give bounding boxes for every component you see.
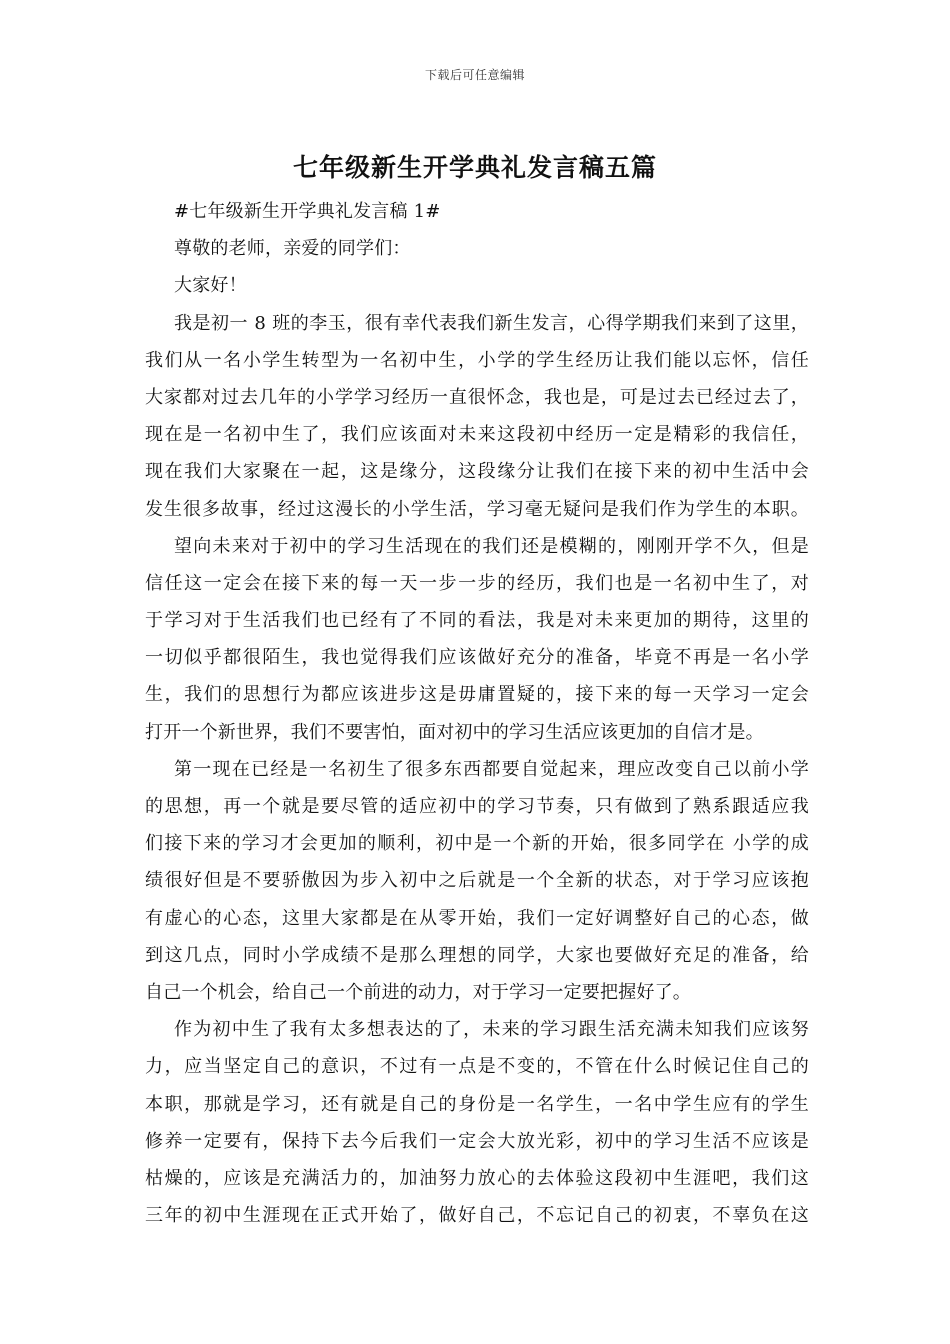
header-note: 下载后可任意编辑: [424, 68, 525, 82]
text-line: 一切似乎都很陌生，我也觉得我们应该做好充分的准备，毕竟不再是一名小学: [145, 647, 809, 669]
text-line: 大家好！: [174, 275, 247, 297]
text-line: 力，应当坚定自己的意识，不过有一点是不变的，不管在什么时候记住自己的: [145, 1056, 809, 1078]
document-title: 七年级新生开学典礼发言稿五篇: [292, 153, 657, 182]
text-line: 现在我们大家聚在一起，这是缘分，这段缘分让我们在接下来的初中生活中会: [145, 461, 809, 483]
text-line: 们接下来的学习才会更加的顺利，初中是一个新的开始，很多同学在 小学的成: [145, 833, 809, 855]
text-line: 本职，那就是学习，还有就是自己的身份是一名学生，一名中学生应有的学生: [145, 1093, 809, 1115]
text-line: 望向未来对于初中的学习生活现在的我们还是模糊的，刚刚开学不久，但是: [174, 535, 809, 557]
text-line: 信任这一定会在接下来的每一天一步一步的经历，我们也是一名初中生了，对: [145, 572, 809, 594]
text-line: 我们从一名小学生转型为一名初中生，小学的学生经历让我们能以忘怀，信任: [145, 349, 809, 371]
text-line: 打开一个新世界，我们不要害怕，面对初中的学习生活应该更加的自信才是。: [145, 721, 764, 743]
text-line: 于学习对于生活我们也已经有了不同的看法，我是对未来更加的期待，这里的: [145, 610, 809, 632]
text-line: 有虚心的心态，这里大家都是在从零开始，我们一定好调整好自己的心态，做: [145, 907, 809, 929]
text-line: 到这几点，同时小学成绩不是那么理想的同学，大家也要做好充足的准备，给: [145, 944, 809, 966]
document-body: [145, 193, 809, 1234]
text-line: 三年的初中生涯现在正式开始了，做好自己，不忘记自己的初衷，不辜负在这: [145, 1205, 809, 1227]
text-line: 生，我们的思想行为都应该进步这是毋庸置疑的，接下来的每一天学习一定会: [145, 684, 809, 706]
text-line: 我是初一 8 班的李玉，很有幸代表我们新生发言，心得学期我们来到了这里，: [174, 312, 809, 334]
text-line: 尊敬的老师，亲爱的同学们：: [174, 238, 411, 260]
text-line: 现在是一名初中生了，我们应该面对未来这段初中经历一定是精彩的我信任，: [145, 424, 809, 446]
text-line: 大家都对过去几年的小学学习经历一直很怀念，我也是，可是过去已经过去了，: [145, 386, 809, 408]
text-line: 发生很多故事，经过这漫长的小学生活，学习毫无疑问是我们作为学生的本职。: [145, 498, 809, 520]
text-line: 作为初中生了我有太多想表达的了，未来的学习跟生活充满未知我们应该努: [174, 1019, 809, 1041]
text-line: 的思想，再一个就是要尽管的适应初中的学习节奏，只有做到了熟系跟适应我: [145, 796, 809, 817]
text-line: 自己一个机会，给自己一个前进的动力，对于学习一定要把握好了。: [145, 981, 691, 1003]
text-line: 第一现在已经是一名初生了很多东西都要自觉起来，理应改变自己以前小学: [174, 758, 809, 780]
text-line: 绩很好但是不要骄傲因为步入初中之后就是一个全新的状态，对于学习应该抱: [145, 870, 809, 892]
text-line: 枯燥的，应该是充满活力的，加油努力放心的去体验这段初中生涯吧，我们这: [145, 1167, 809, 1189]
text-line: #七年级新生开学典礼发言稿 1#: [174, 201, 441, 222]
text-line: 修养一定要有，保持下去今后我们一定会大放光彩，初中的学习生活不应该是: [145, 1130, 809, 1152]
